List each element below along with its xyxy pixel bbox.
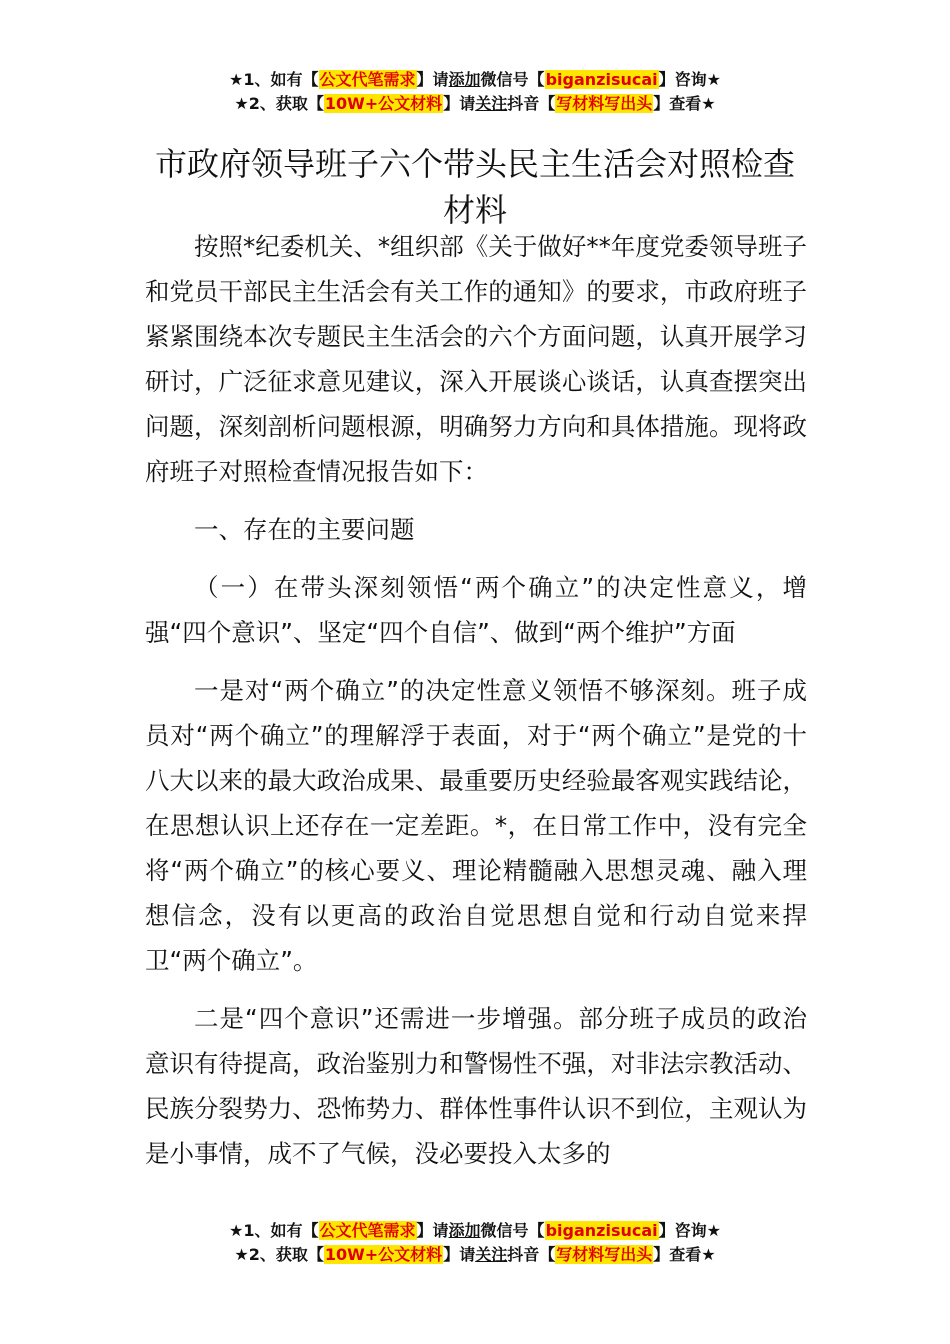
paragraph-point-2: 二是“四个意识”还需进一步增强。部分班子成员的政治意识有待提高，政治鉴别力和警惕性不强，对非法宗教活动、民族分裂势力、恐怖势力、群体性事件认识不到位，主观认为是小事情，成不了气候，没必要投入太多的 [145,1004,807,1168]
promo-text: 】查看★ [653,1245,716,1264]
promo-text: ★2、获取【 [234,1245,324,1264]
promo-line-1 [0,68,950,92]
promo-text: 抖音【 [507,1245,556,1264]
promo-underline: 关注 [475,1245,508,1264]
promo-text: 】请 [443,1245,476,1264]
promo-highlight: 10W+公文材料 [324,1245,443,1264]
promo-highlight: 10W+公文材料 [324,94,443,113]
promo-line-2 [0,92,950,116]
paragraph-point-1: 一是对“两个确立”的决定性意义领悟不够深刻。班子成员对“两个确立”的理解浮于表面，对于“两个确立”是党的十八大以来的最大政治成果、最重要历史经验最客观实践结论，在思想认识上还存在一定差距。*，在日常工作中，没有完全将“两个确立”的核心要义、理论精髓融入思想灵魂、融入理想信念，没有以更高的政治自觉思想自觉和行动自觉来捍卫“两个确立”。 [145,676,807,975]
promo-text: 】咨询★ [658,70,721,89]
promo-text: 】请 [416,70,449,89]
promo-line-1 [0,1219,950,1243]
promo-highlight: 写材料写出头 [556,1245,653,1264]
promo-text: 】请 [416,1221,449,1240]
promo-underline: 添加 [448,70,481,89]
promo-text: ★1、如有【 [229,1221,319,1240]
promo-highlight: 公文代笔需求 [319,1221,416,1240]
promo-text: ★1、如有【 [229,70,319,89]
promo-banner-bottom [0,1219,950,1267]
section-heading: 一、存在的主要问题 [194,515,415,544]
subsection-heading: （一）在带头深刻领悟“两个确立”的决定性意义，增强“四个意识”、坚定“四个自信”、做到“两个维护”方面 [145,573,807,647]
promo-text: 抖音【 [507,94,556,113]
paragraph-intro: 按照*纪委机关、*组织部《关于做好**年度党委领导班子和党员干部民主生活会有关工作的通知》的要求，市政府班子紧紧围绕本次专题民主生活会的六个方面问题，认真开展学习研讨，广泛征求意见建议，深入开展谈心谈话，认真查摆突出问题，深刻剖析问题根源，明确努力方向和具体措施。现将政府班子对照检查情况报告如下： [145,232,807,486]
document-body [145,224,807,1189]
promo-underline: 添加 [448,1221,481,1240]
promo-text: 】咨询★ [658,1221,721,1240]
promo-text: 】请 [443,94,476,113]
promo-highlight: 公文代笔需求 [319,70,416,89]
promo-underline: 关注 [475,94,508,113]
promo-banner-top [0,68,950,116]
document-title: 市政府领导班子六个带头民主生活会对照检查材料 [154,145,795,230]
promo-text: 微信号【 [480,70,545,89]
promo-text: ★2、获取【 [234,94,324,113]
promo-text: 】查看★ [653,94,716,113]
promo-highlight: 写材料写出头 [556,94,653,113]
promo-text: 微信号【 [480,1221,545,1240]
promo-line-2 [0,1243,950,1267]
promo-highlight: biganzisucai [545,70,658,89]
promo-highlight: biganzisucai [545,1221,658,1240]
